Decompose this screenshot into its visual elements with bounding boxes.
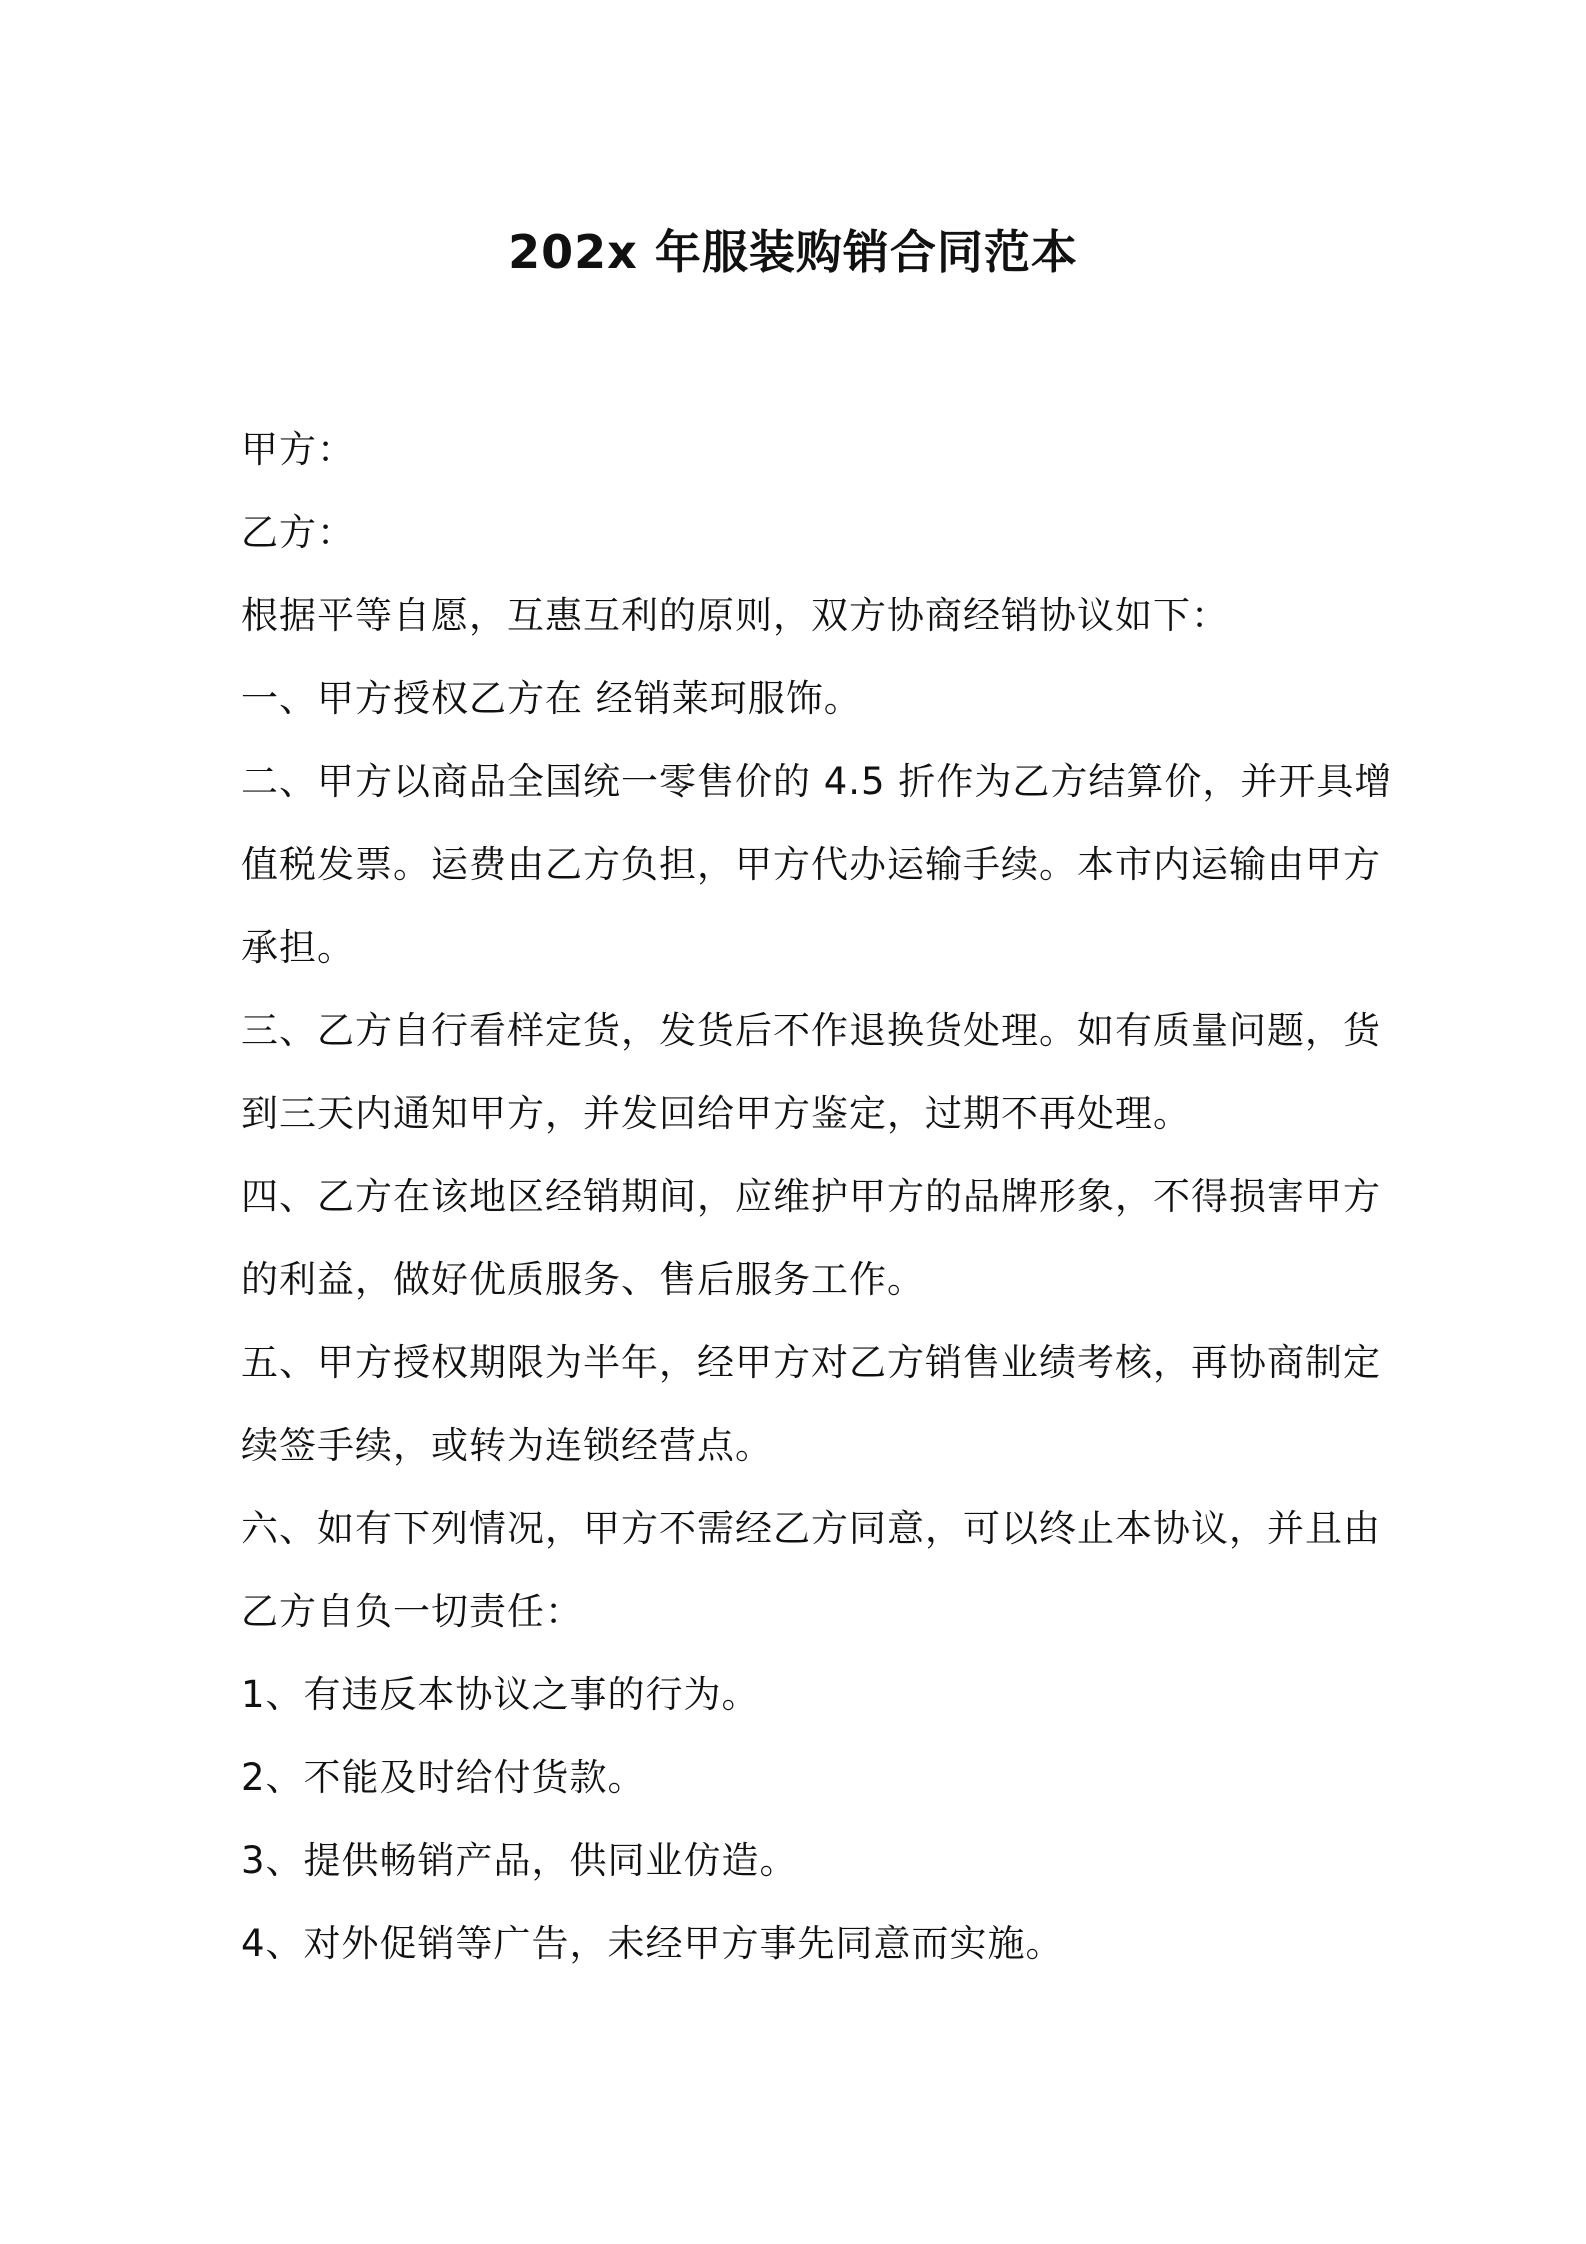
party-a-line: 甲方： [241, 428, 355, 471]
sub-item-3: 3、提供畅销产品，供同业仿造。 [241, 1839, 798, 1882]
clause-1-line: 一、甲方授权乙方在 经销莱珂服饰。 [241, 677, 862, 720]
clause-3-line-2: 到三天内通知甲方，并发回给甲方鉴定，过期不再处理。 [241, 1092, 1191, 1135]
clause-3-line-1: 三、乙方自行看样定货，发货后不作退换货处理。如有质量问题，货 [241, 1009, 1381, 1052]
party-b-line: 乙方： [241, 511, 355, 554]
clause-2-line-2: 值税发票。运费由乙方负担，甲方代办运输手续。本市内运输由甲方 [241, 843, 1381, 886]
sub-item-2: 2、不能及时给付货款。 [241, 1756, 646, 1799]
clause-2-line-3: 承担。 [241, 926, 355, 969]
clause-5-line-2: 续签手续，或转为连锁经营点。 [241, 1424, 773, 1467]
clause-6-line-1: 六、如有下列情况，甲方不需经乙方同意，可以终止本协议，并且由 [241, 1507, 1381, 1550]
clause-4-line-2: 的利益，做好优质服务、售后服务工作。 [241, 1258, 925, 1301]
preamble-line: 根据平等自愿，互惠互利的原则，双方协商经销协议如下： [241, 594, 1229, 637]
document-title: 202x 年服装购销合同范本 [508, 225, 1078, 279]
sub-item-4: 4、对外促销等广告，未经甲方事先同意而实施。 [241, 1922, 1064, 1965]
clause-6-line-2: 乙方自负一切责任： [241, 1590, 583, 1633]
clause-5-line-1: 五、甲方授权期限为半年，经甲方对乙方销售业绩考核，再协商制定 [241, 1341, 1381, 1384]
clause-2-line-1: 二、甲方以商品全国统一零售价的 4.5 折作为乙方结算价，并开具增 [241, 760, 1393, 803]
sub-item-1: 1、有违反本协议之事的行为。 [241, 1673, 760, 1716]
document-body [241, 408, 1393, 1985]
clause-4-line-1: 四、乙方在该地区经销期间，应维护甲方的品牌形象，不得损害甲方 [241, 1175, 1381, 1218]
